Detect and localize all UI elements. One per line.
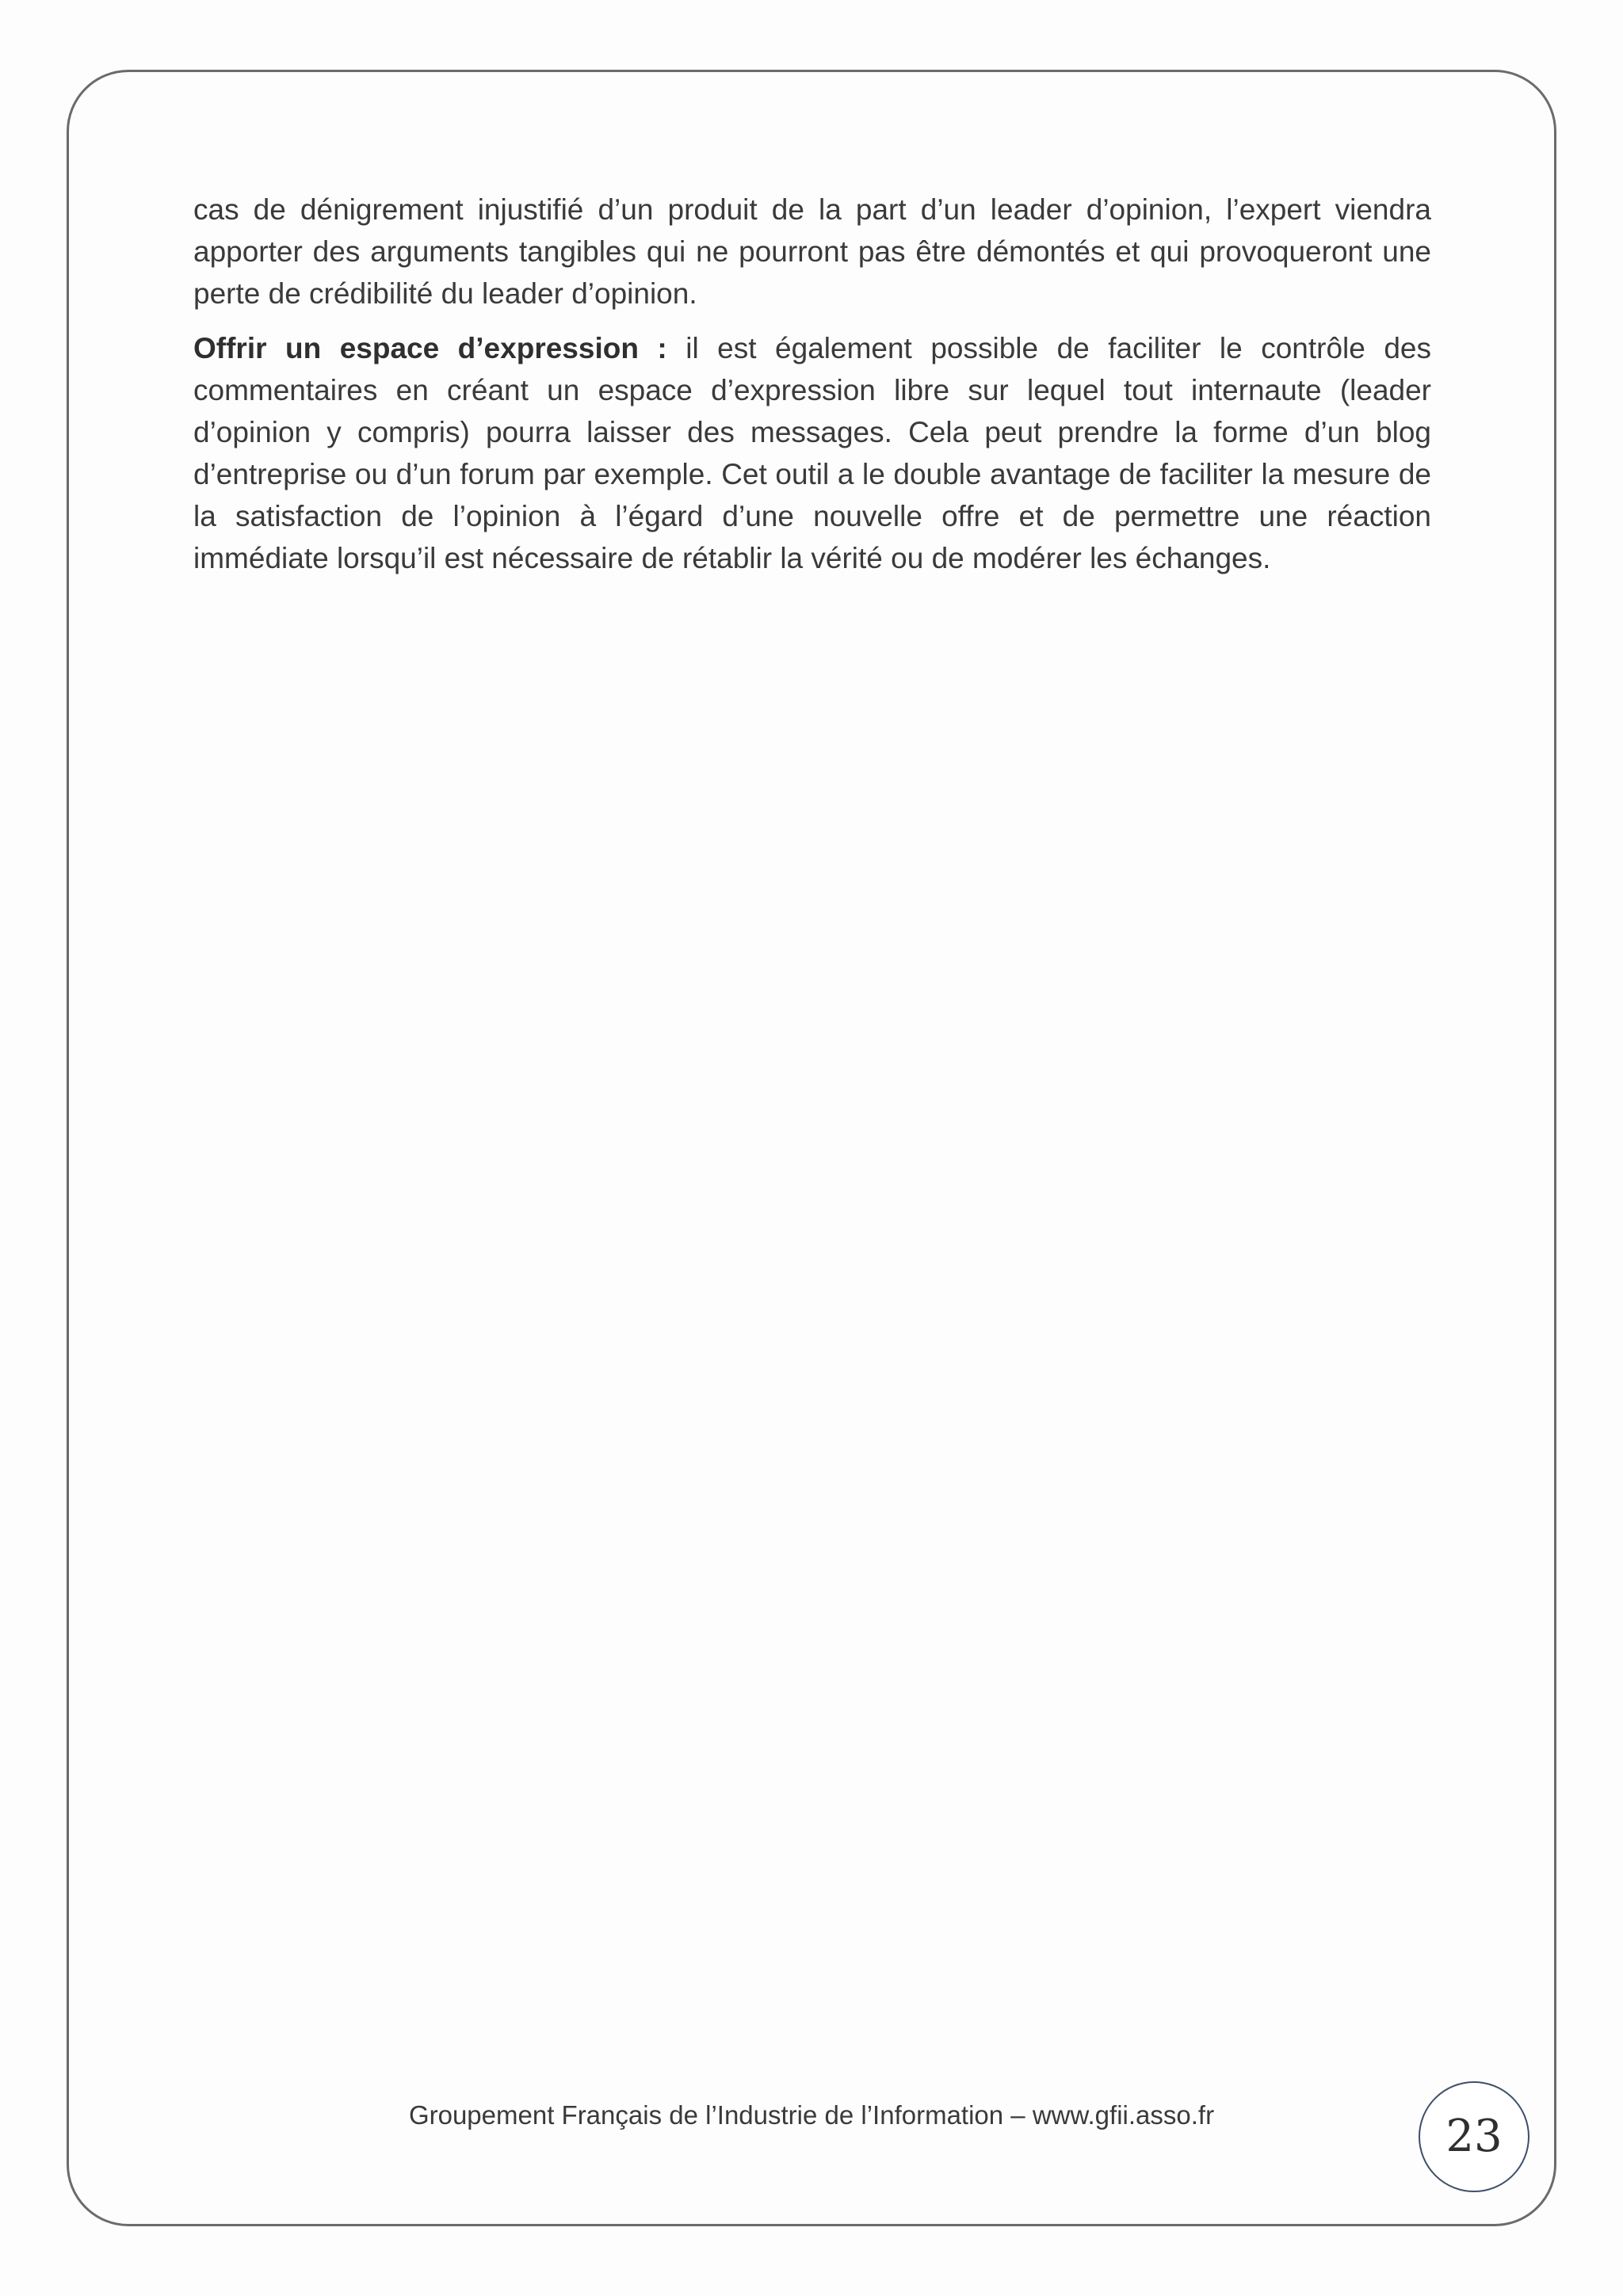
page-number-badge <box>1419 2081 1529 2192</box>
paragraph-expression-space <box>193 327 1431 579</box>
paragraph-heading: Offrir un espace d’expression : <box>193 332 667 364</box>
footer-organization: Groupement Français de l’Industrie de l’Information – www.gfii.asso.fr <box>408 2100 1215 2130</box>
document-body <box>193 189 1431 592</box>
page-number: 23 <box>1445 2111 1503 2162</box>
paragraph-text: il est également possible de faciliter le contrôle des commentaires en créant un espace d’expression libre sur lequel tout internaute (leader d’opinion y compris) pourra laisser des messages. Cela peut prendre la forme d’un blog d’entreprise ou d’un forum par exemple. Cet outil a le double avantage de faciliter la mesure de la satisfaction de l’opinion à l’égard d’une nouvelle offre et de permettre une réaction immédiate lorsqu’il est nécessaire de rétablir la vérité ou de modérer les échanges. <box>193 332 1431 574</box>
paragraph-expert: cas de dénigrement injustifié d’un produit de la part d’un leader d’opinion, l’expert viendra apporter des arguments tangibles qui ne pourront pas être démontés et qui provoqueront une perte de crédibilité du leader d’opinion. <box>193 193 1431 310</box>
